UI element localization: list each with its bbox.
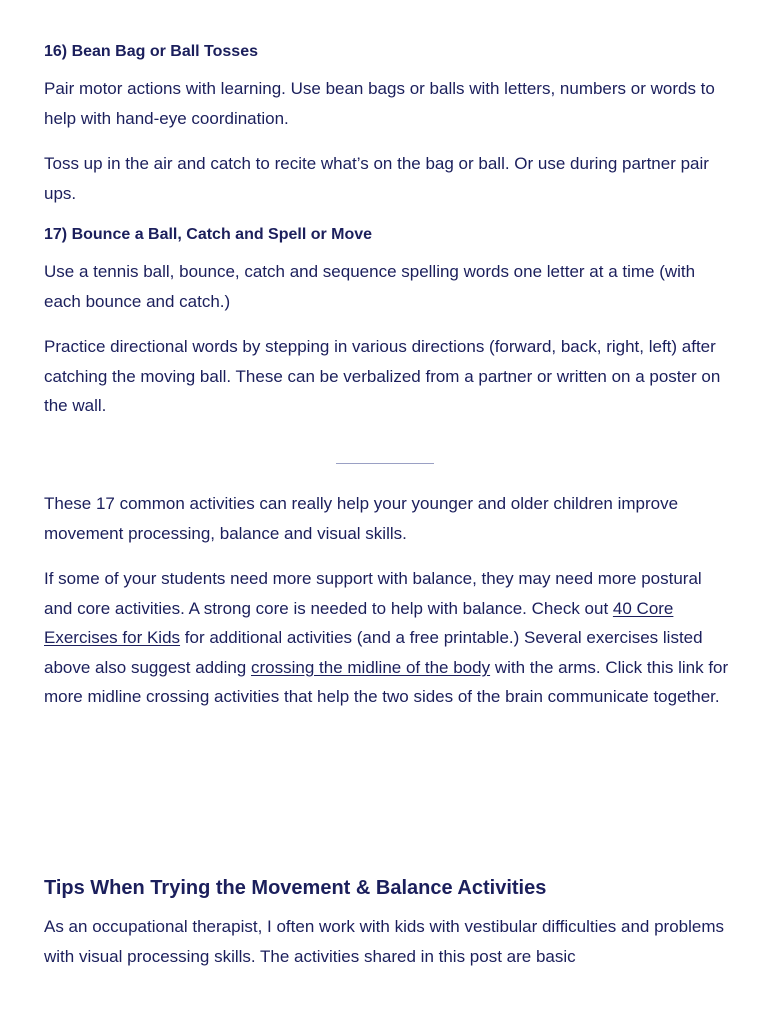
core-exercises-link[interactable]: 40 Core Exercises for Kids bbox=[44, 598, 674, 648]
summary-text-part-2: for additional activities (and a free printable.) Several exercises listed above also suggest adding bbox=[44, 628, 703, 677]
section-17-heading: 17) Bounce a Ball, Catch and Spell or Move bbox=[44, 226, 373, 243]
section-16-paragraph-1: Pair motor actions with learning. Use bean bags or balls with letters, numbers or words to help with hand-eye coordination. bbox=[44, 79, 715, 128]
summary-paragraph-1: These 17 common activities can really help your younger and older children improve movement processing, balance and visual skills. bbox=[44, 494, 679, 543]
tips-heading: Tips When Trying the Movement & Balance Activities bbox=[44, 877, 547, 899]
section-divider bbox=[336, 463, 434, 464]
section-17-paragraph-1: Use a tennis ball, bounce, catch and sequence spelling words one letter at a time (with each bounce and catch.) bbox=[44, 262, 696, 311]
section-16-heading: 16) Bean Bag or Ball Tosses bbox=[44, 43, 258, 60]
section-17-paragraph-2: Practice directional words by stepping in various directions (forward, back, right, left) after catching the moving ball. These can be verbalized from a partner or written on a poster on the wall. bbox=[44, 337, 721, 416]
tips-paragraph-1: As an occupational therapist, I often work with kids with vestibular difficulties and problems with visual processing skills. The activities shared in this post are basic bbox=[44, 917, 725, 966]
crossing-midline-link[interactable]: crossing the midline of the body bbox=[251, 657, 491, 677]
summary-paragraph-2 bbox=[44, 564, 734, 712]
summary-text-part-1: If some of your students need more support with balance, they may need more postural and core activities. A strong core is needed to help with balance. Check out bbox=[44, 569, 702, 618]
section-16-paragraph-2: Toss up in the air and catch to recite what’s on the bag or ball. Or use during partner pair ups. bbox=[44, 154, 709, 203]
summary-text-part-3: with the arms. Click this link for more midline crossing activities that help the two sides of the brain communicate together. bbox=[44, 657, 729, 707]
